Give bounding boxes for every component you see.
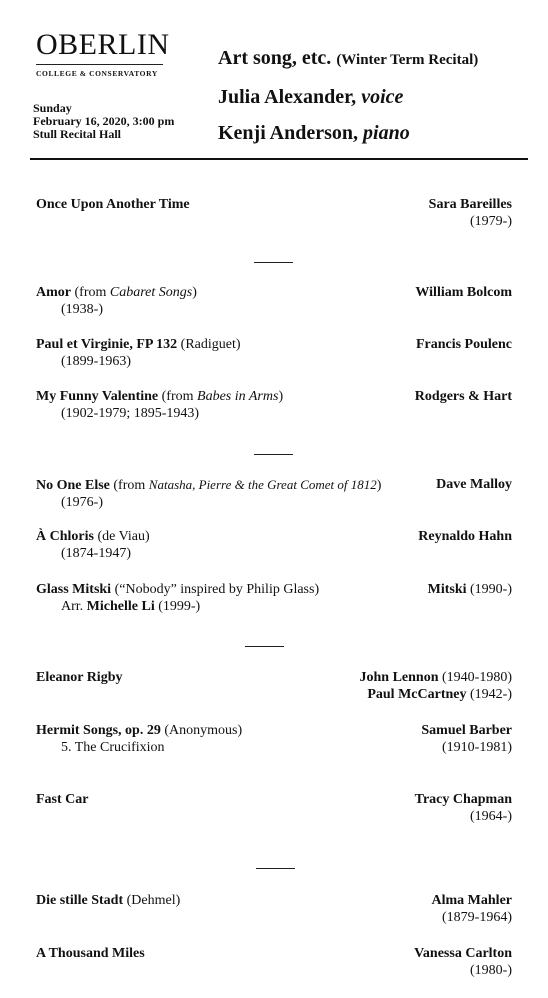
composer-name: Reynaldo Hahn	[418, 529, 512, 544]
composer-name: Samuel Barber	[421, 723, 512, 738]
piece-note: (from	[113, 478, 149, 493]
piece-note: (Dehmel)	[126, 893, 181, 908]
composer-dates: (1942-)	[470, 687, 512, 702]
event-day: Sunday	[33, 101, 72, 115]
piece-title: Hermit Songs, op. 29	[36, 723, 161, 738]
composer-dates: (1976-)	[61, 495, 103, 510]
piece-note: (“Nobody” inspired by Philip Glass)	[114, 582, 320, 597]
section-divider	[254, 454, 293, 455]
recital-title-main: Art song, etc.	[218, 47, 332, 69]
performer-piano-role: piano	[363, 122, 410, 144]
source-work: Natasha, Pierre & the Great Comet of 1812	[148, 477, 377, 492]
piece-title: Fast Car	[36, 792, 89, 807]
piece-note: (from	[74, 285, 110, 300]
piece-title: Amor	[36, 285, 71, 300]
piece-note-close: )	[278, 389, 284, 404]
event-venue: Stull Recital Hall	[33, 127, 121, 141]
composer-name: Paul McCartney	[367, 687, 467, 702]
composer-dates: (1938-)	[61, 302, 103, 317]
performer-piano-name: Kenji Anderson,	[218, 122, 359, 144]
composer-name: Alma Mahler	[431, 893, 512, 908]
piece-title: Paul et Virginie, FP 132	[36, 337, 178, 352]
logo-subtitle: COLLEGE & CONSERVATORY	[36, 69, 158, 78]
composer-dates: (1980-)	[470, 963, 512, 978]
section-divider	[254, 262, 293, 263]
piece-note-close: )	[192, 285, 197, 300]
composer-name: Dave Malloy	[436, 477, 512, 492]
composer-name: Francis Poulenc	[415, 337, 512, 352]
composer-name: Vanessa Carlton	[414, 946, 512, 961]
performer-voice-role: voice	[361, 86, 404, 108]
logo-divider	[36, 64, 163, 65]
piece-title: À Chloris	[36, 529, 94, 544]
performer-voice-name: Julia Alexander,	[218, 86, 357, 108]
arranger-prefix: Arr.	[61, 599, 84, 614]
composer-name: Mitski	[427, 582, 467, 597]
piece-title: Glass Mitski	[36, 582, 112, 597]
piece-title: My Funny Valentine	[36, 389, 159, 404]
source-work: Cabaret Songs	[109, 285, 193, 300]
recital-title	[218, 48, 478, 68]
performer-piano	[218, 123, 410, 143]
piece-title: Die stille Stadt	[36, 893, 124, 908]
composer-dates: (1979-)	[470, 214, 512, 229]
movement: 5. The Crucifixion	[61, 740, 165, 755]
recital-subtitle: (Winter Term Recital)	[336, 52, 479, 68]
header-divider	[30, 158, 528, 160]
composer-dates: (1879-1964)	[442, 910, 512, 925]
composer-dates: (1990-)	[470, 582, 512, 597]
piece-title: Once Upon Another Time	[36, 197, 190, 212]
composer-dates: (1874-1947)	[61, 546, 131, 561]
section-divider	[245, 646, 284, 647]
performer-voice	[218, 87, 403, 107]
event-date-time: February 16, 2020, 3:00 pm	[33, 114, 175, 128]
source-work: Babes in Arms	[197, 389, 279, 404]
composer-name: Tracy Chapman	[414, 792, 512, 807]
piece-note-close: )	[376, 478, 382, 493]
composer-name: Sara Bareilles	[428, 197, 512, 212]
arranger-line	[36, 598, 319, 615]
composer-dates: (1899-1963)	[61, 354, 131, 369]
composer-dates: (1964-)	[470, 809, 512, 824]
piece-note: (Radiguet)	[180, 337, 241, 352]
piece-note: (Anonymous)	[164, 723, 243, 738]
composer-name: John Lennon	[359, 670, 439, 685]
composer-name: Rodgers & Hart	[414, 389, 512, 404]
arranger-name: Michelle Li	[86, 599, 155, 614]
piece-title: A Thousand Miles	[36, 946, 145, 961]
piece-note: (de Viau)	[97, 529, 150, 544]
piece-title: Eleanor Rigby	[36, 670, 123, 685]
composer-dates: (1902-1979; 1895-1943)	[61, 406, 200, 421]
composer-dates: (1940-1980)	[442, 670, 512, 685]
section-divider	[256, 868, 295, 869]
piece-title: No One Else	[36, 478, 110, 493]
event-info	[33, 102, 174, 141]
piece-note: (from	[161, 389, 198, 404]
arranger-dates: (1999-)	[158, 599, 201, 614]
composer-name: William Bolcom	[415, 285, 512, 300]
composer-dates: (1910-1981)	[442, 740, 512, 755]
logo-wordmark: OBERLIN	[36, 28, 170, 61]
